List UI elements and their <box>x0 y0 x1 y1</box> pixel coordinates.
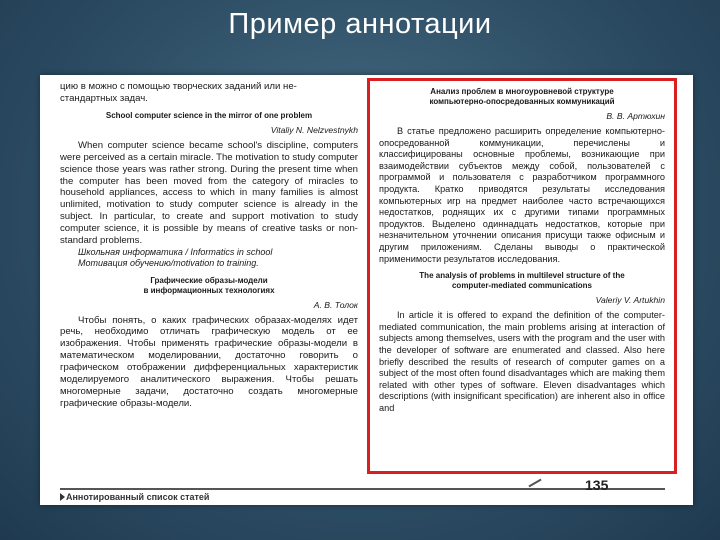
intro-line-2: стандартных задач. <box>60 92 148 104</box>
article1-body: When computer science became school's discipline, computers were perceived as a certain miracle. The motivation to study computer science those years was rather strong. During the present time when the computer has been moved from the category of miracles to household appliances, access to which in many families is almost unlimited, motivation to study computer science is already in the subject. In particular, to create and support motivation to study computer science, it is possible by means of creative tasks or non-standard problems. <box>60 139 358 247</box>
left-column <box>60 81 358 410</box>
footer-divider <box>60 488 540 490</box>
ru-title-line2: компьютерно-опосредованных коммуникаций <box>429 97 615 106</box>
ru-author: В. В. Артюхин <box>606 111 665 121</box>
footer-section-label: Аннотированный список статей <box>66 492 210 502</box>
intro-line-1: цию в можно с помощью творческих заданий или не- <box>60 81 297 92</box>
ru-title-line1: Анализ проблем в многоуровневой структуре <box>430 87 614 96</box>
en-title-line1: The analysis of problems in multilevel structure of the <box>419 271 625 281</box>
article2-title-line1: Графические образы-модели <box>150 275 268 285</box>
article1-keywords-ru: Школьная информатика / Informatics in school <box>78 246 273 257</box>
document-page <box>40 75 693 505</box>
footer-arrow-icon <box>60 493 65 501</box>
en-body: In article it is offered to expand the definition of the computer-mediated communication, the main problems arising at interaction of subjects among themselves, users with the program and the user with the developer of software are enumerated and classed. Also here briefly described the results of research of computer games on a subject of the most often found disadvantages which are making them related with other types of software. Eleven disadvantages which descriptions (with insignificant specification) are inherent also in office and <box>379 310 665 413</box>
article1-keywords-en: Мотивация обучению/motivation to training. <box>78 258 259 269</box>
article1-author: Vitaliy N. Nelzvestnykh <box>270 124 358 135</box>
highlighted-annotation-box <box>367 78 677 474</box>
page-number: 135 <box>585 477 609 493</box>
slide-title: Пример аннотации <box>228 8 492 40</box>
article2-author: А. В. Толок <box>313 299 358 310</box>
footer-divider-slant <box>528 479 541 488</box>
article2-body: Чтобы понять, о каких графических образах-моделях идет речь, необходимо отличать графическую модель от ее изображения. Чтобы применять графические образы-модели в математическом моделировании, достаточно говорить о графическом отображении дифференциальных характеристик моделируемого аналитического выражения. Чтобы решать многомерные задачи, достаточно создать многомерные графические образы-модели. <box>60 314 358 409</box>
article2-title-line2: в информационных технологиях <box>143 285 275 295</box>
en-author: Valeriy V. Artukhin <box>595 295 665 306</box>
ru-body: В статье предложено расширить определение компьютерно-опосредованной коммуникации, перечислены и классифицированы основные проблемы, возникающие при взаимодействии субъектов между собой, пользователей с программой и пользователя с разработчиком программного продукта. Кратко приводятся результаты исследования компьютерных игр на предмет наиболее часто встречающихся недостатков, роднящих их с другими типами программных продуктов. Выделено одиннадцать недостатков, которые при незначительном уточнении описания присущи также офисным и другим приложениям. Сделаны выводы о практической применимости результатов исследования. <box>379 126 665 264</box>
en-title-line2: computer-mediated communications <box>451 281 593 291</box>
article1-title: School computer science in the mirror of one problem <box>105 110 313 120</box>
